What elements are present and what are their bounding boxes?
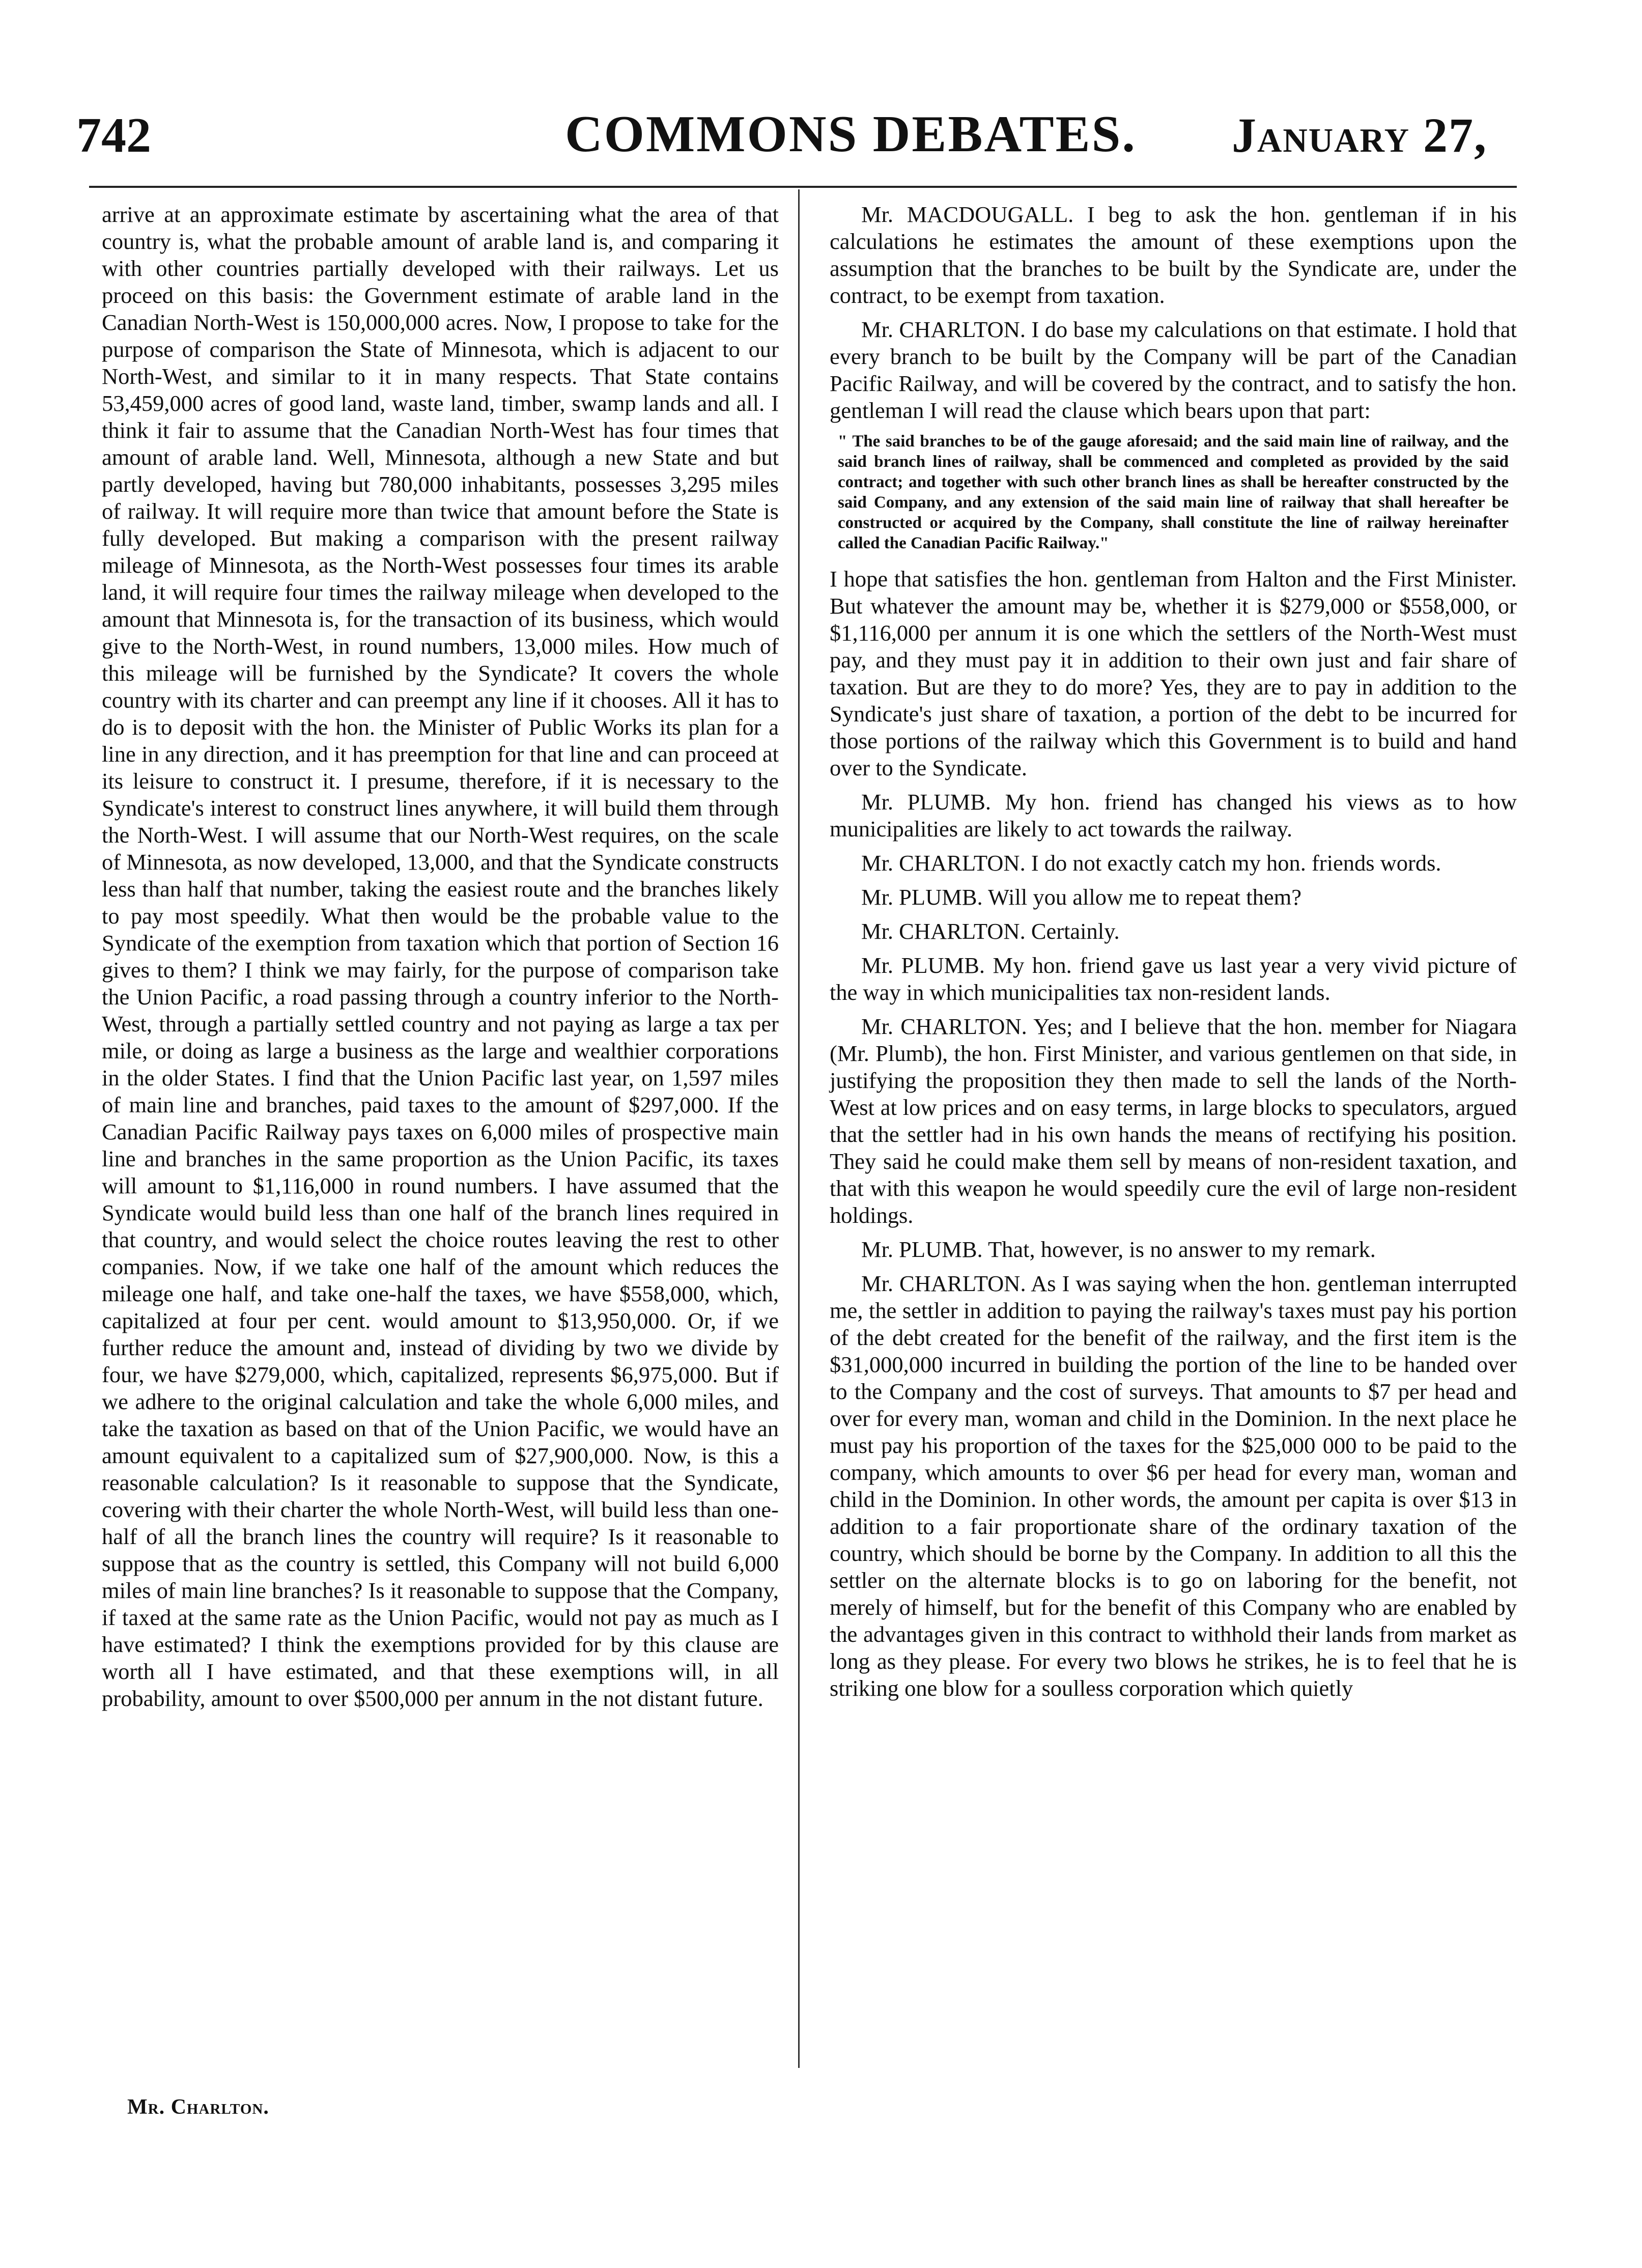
header-rule <box>89 186 1517 188</box>
paragraph-charlton-continued: I hope that satisfies the hon. gentleman from Halton and the First Minister. But whatever the amount may be, whether it is $279,000 or $558,000, or $1,116,000 per annum it is one which the settlers of the North-West must pay, and they must pay it in addition to their own just and fair share of taxation. But are they to do more? Yes, they are to pay in addition to the Syndicate's just share of taxation, a portion of the debt to be incurred for those portions of the railway which this Government is to build and hand over to the Syndicate. <box>830 566 1517 780</box>
page-number: 742 <box>76 108 151 163</box>
page-header <box>0 0 1642 173</box>
header-date: January 27, <box>1232 108 1487 162</box>
paragraph-charlton-reply: Mr. CHARLTON. I do base my calculations on that estimate. I hold that every branch to be built by the Company will be part of the Canadian Pacific Railway, and will be covered by the contract, and to satisfy the hon. gentleman I will read the clause which bears upon that part: <box>830 317 1517 423</box>
paragraph-charlton-2: Mr. CHARLTON. I do not exactly catch my hon. friends words. <box>861 850 1441 876</box>
paragraph-plumb-3: Mr. PLUMB. My hon. friend gave us last year a very vivid picture of the way in which municipalities tax non-resident lands. <box>830 953 1517 1005</box>
paragraph-macdougall-question: Mr. MACDOUGALL. I beg to ask the hon. gentleman if in his calculations he estimates the amount of these exemptions upon the assumption that the branches to be built by the Syndicate are, under the contract, to be exempt from taxation. <box>830 202 1517 308</box>
paragraph-charlton-5: Mr. CHARLTON. As I was saying when the hon. gentleman interrupted me, the settler in addition to paying the railway's taxes must pay his portion of the debt created for the benefit of the railway, and the first item is the $31,000,000 incurred in building the portion of the line to be handed over to the Company and the cost of surveys. That amounts to $7 per head and over for every man, woman and child in the Dominion. In the next place he must pay his proportion of the taxes for the $25,000 000 to be paid to the company, which amounts to over $6 per head for every man, woman and child in the Dominion. In other words, the amount per capita is over $13 in addition to a fair proportionate share of the ordinary taxation of the country, which should be borne by the Company. In addition to all this the settler on the alternate blocks is to go on laboring for the benefit, not merely of himself, but for the benefit of this Company who are enabled by the advantages given in this contract to withhold their lands from market as long as they please. For every two blows he strikes, he is to feel that he is striking one blow for a soulless corporation which quietly <box>830 1271 1517 1701</box>
paragraph-charlton-3: Mr. CHARLTON. Certainly. <box>861 918 1120 944</box>
footer-speaker-name: Mr. Charlton. <box>127 2095 269 2119</box>
left-column <box>102 201 779 1712</box>
left-column-paragraph: arrive at an approximate estimate by ascertaining what the area of that country is, what the probable amount of arable land is, and comparing it with other countries partially developed with their railways. Let us proceed on this basis: the Government estimate of arable land in the Canadian North-West is 150,000,000 acres. Now, I propose to take for the purpose of comparison the State of Minnesota, which is adjacent to our North-West, and similar to it in many respects. That State contains 53,459,000 acres of good land, waste land, timber, swamp lands and all. I think it fair to assume that the Canadian North-West has four times that amount of arable land. Well, Minnesota, although a new State and but partly developed, having but 780,000 inhabitants, possesses 3,295 miles of railway. It will require more than twice that amount before the State is fully developed. But making a comparison with the present railway mileage of Minnesota, as the North-West possesses four times its arable land, it will require four times the railway mileage when developed to the amount that Minnesota is, for the transaction of its business, which would give to the North-West, in round numbers, 13,000 miles. How much of this mileage will be furnished by the Syndicate? It covers the whole country with its charter and can preempt any line if it chooses. All it has to do is to deposit with the hon. the Minister of Public Works its plan for a line in any direction, and it has preemption for that line and can proceed at its leisure to construct it. I presume, therefore, if it is necessary to the Syndicate's interest to construct lines anywhere, it will build them through the North-West. I will assume that our North-West requires, on the scale of Minnesota, as now developed, 13,000, and that the Syndicate constructs less than half that number, taking the easiest route and the branches likely to pay most speedily. What then would be the probable value to the Syndicate of the exemption from taxation which that portion of Section 16 gives to them? I think we may fairly, for the purpose of comparison take the Union Pacific, a road passing through a country inferior to the North-West, through a partially settled country and not paying as large a tax per mile, or doing as large a business as the large and wealthier corporations in the older States. I find that the Union Pacific last year, on 1,597 miles of main line and branches, paid taxes to the amount of $297,000. If the Canadian Pacific Railway pays taxes on 6,000 miles of prospective main line and branches in the same proportion as the Union Pacific, its taxes will amount to $1,116,000 in round numbers. I have assumed that the Syndicate would build less than one half of the branch lines required in that country, and would select the choice routes leaving the rest to other companies. Now, if we take one half of the amount which reduces the mileage one half, and take one-half the taxes, we have $558,000, which, capitalized at four per cent. would amount to $13,950,000. Or, if we further reduce the amount and, instead of dividing by two we divide by four, we have $279,000, which, capitalized, represents $6,975,000. But if we adhere to the original calculation and take the whole 6,000 miles, and take the taxation as based on that of the Union Pacific, we would have an amount equivalent to a capitalized sum of $27,900,000. Now, is this a reasonable calculation? Is it reasonable to suppose that the Syndicate, covering with their charter the whole North-West, will build less than one-half of all the branch lines the country will require? Is it reasonable to suppose that as the country is settled, this Company will not build 6,000 miles of main line branches? Is it reasonable to suppose that the Company, if taxed at the same rate as the Union Pacific, would not pay as much as I have estimated? I think the exemptions provided for by this clause are worth all I have estimated, and that these exemptions will, in all probability, amount to over $500,000 per annum in the not distant future. <box>102 202 779 1711</box>
column-divider <box>798 189 800 2068</box>
running-title: COMMONS DEBATES. <box>565 105 1137 163</box>
paragraph-plumb-1: Mr. PLUMB. My hon. friend has changed his views as to how municipalities are likely to act towards the railway. <box>830 789 1517 842</box>
paragraph-plumb-2: Mr. PLUMB. Will you allow me to repeat them? <box>861 884 1302 910</box>
contract-clause-quote: " The said branches to be of the gauge aforesaid; and the said main line of railway, and the said branch lines of railway, shall be commenced and completed as provided by the said contract; and together with such other branch lines as shall be hereafter constructed by the said Company, and any extension of the said main line of railway that shall hereafter be constructed or acquired by the Company, shall constitute the line of railway hereinafter called the Canadian Pacific Railway." <box>838 432 1509 552</box>
paragraph-plumb-4: Mr. PLUMB. That, however, is no answer to my remark. <box>861 1237 1376 1262</box>
right-column <box>830 201 1517 1709</box>
paragraph-charlton-4: Mr. CHARLTON. Yes; and I believe that the hon. member for Niagara (Mr. Plumb), the hon. First Minister, and various gentlemen on that side, in justifying the proposition they then made to sell the lands of the North-West at low prices and on easy terms, in large blocks to speculators, argued that the settler had in his own hands the means of rectifying his position. They said he could make them sell by means of non-resident taxation, and that with this weapon he would speedily cure the evil of large non-resident holdings. <box>830 1014 1517 1228</box>
